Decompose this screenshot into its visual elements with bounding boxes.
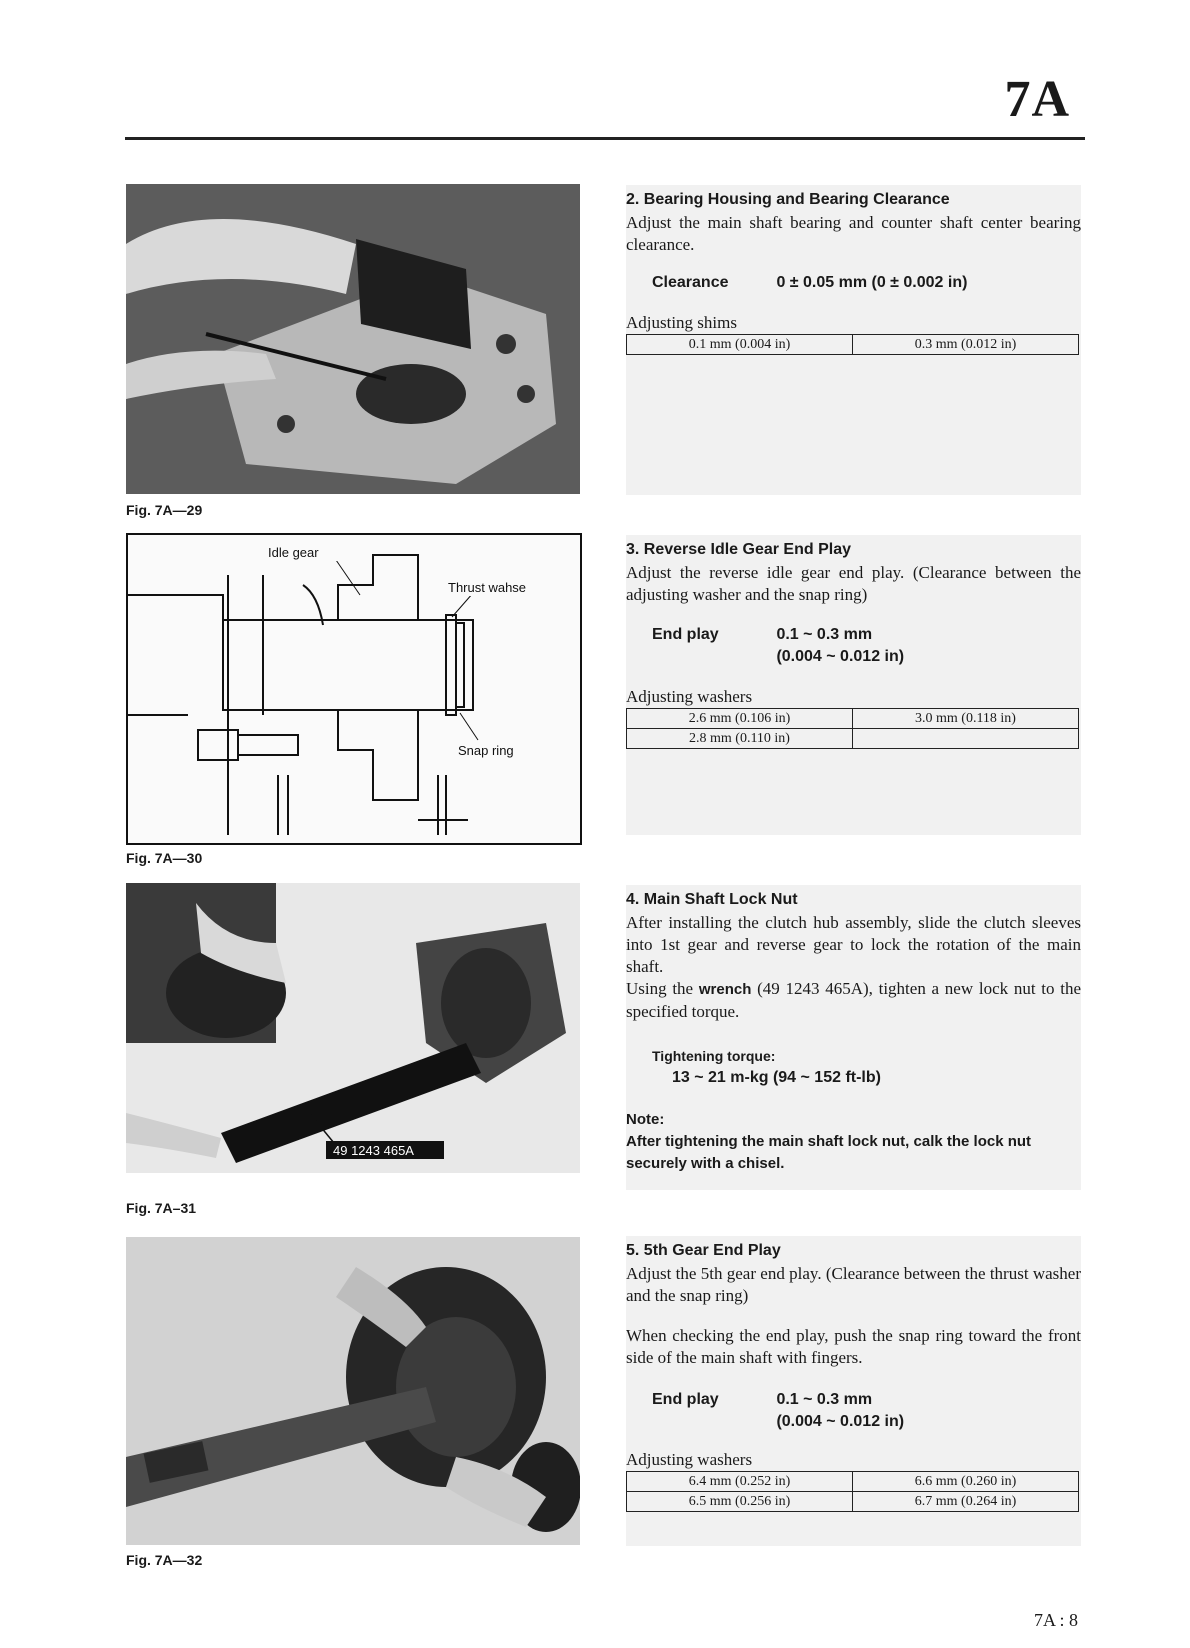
spec-value: (0.004 ~ 0.012 in) — [776, 648, 905, 665]
washer-table — [626, 1471, 1079, 1512]
table-row — [627, 1492, 1079, 1512]
spec-value: 0 ± 0.05 mm (0 ± 0.002 in) — [776, 274, 968, 291]
spec-value: 0.1 ~ 0.3 mm — [776, 1391, 873, 1408]
torque-value: 13 ~ 21 m-kg (94 ~ 152 ft-lb) — [672, 1069, 881, 1086]
section-body — [626, 978, 1081, 1023]
figure-7a-29-photo — [126, 184, 580, 494]
table-cell — [853, 729, 1079, 749]
table-cell: 6.6 mm (0.260 in) — [853, 1472, 1079, 1492]
idle-gear-label: Idle gear — [268, 545, 319, 560]
table-title: Adjusting washers — [626, 687, 753, 706]
table-cell: 6.4 mm (0.252 in) — [627, 1472, 853, 1492]
table-cell: 6.5 mm (0.256 in) — [627, 1492, 853, 1512]
chapter-heading: 7A — [1004, 71, 1070, 128]
section-bearing-clearance — [626, 185, 1081, 495]
section-main-shaft-lock-nut — [626, 885, 1081, 1190]
table-row — [627, 1472, 1079, 1492]
figure-7a-30-diagram — [126, 533, 582, 845]
figure-caption: Fig. 7A—32 — [126, 1552, 203, 1568]
page-number: 7A : 8 — [1033, 1610, 1078, 1630]
section-body: Adjust the 5th gear end play. (Clearance between the thrust washer and the snap ring) — [626, 1264, 1081, 1305]
figure-7a-32-photo — [126, 1237, 580, 1545]
note-label: Note: — [626, 1111, 665, 1128]
section-fifth-gear-end-play — [626, 1236, 1081, 1546]
idle-gear-diagram — [128, 535, 580, 843]
table-row — [627, 709, 1079, 729]
figure-caption: Fig. 7A–31 — [126, 1200, 197, 1216]
section-title: 3. Reverse Idle Gear End Play — [626, 541, 852, 558]
spec-label: End play — [652, 626, 719, 643]
table-title: Adjusting washers — [626, 1450, 753, 1469]
spec-label: Clearance — [652, 274, 729, 291]
header-rule — [125, 137, 1085, 140]
section-title: 5. 5th Gear End Play — [626, 1242, 781, 1259]
lock-nut-illustration — [126, 883, 580, 1173]
table-row — [627, 335, 1079, 355]
table-cell: 6.7 mm (0.264 in) — [853, 1492, 1079, 1512]
washer-table — [626, 708, 1079, 749]
section-body: Adjust the reverse idle gear end play. (Clearance between the adjusting washer and the snap ring) — [626, 563, 1081, 604]
body-text: (49 1243 465A), tighten a new lock nut to the specified torque. — [626, 979, 1082, 1021]
torque-label: Tightening torque: — [652, 1048, 776, 1064]
table-cell: 2.8 mm (0.110 in) — [627, 729, 853, 749]
table-cell: 0.1 mm (0.004 in) — [627, 335, 853, 355]
section-body: When checking the end play, push the snap ring toward the front side of the main shaft with fingers. — [626, 1326, 1081, 1367]
table-title: Adjusting shims — [626, 313, 737, 332]
table-cell: 0.3 mm (0.012 in) — [853, 335, 1079, 355]
section-reverse-idle-gear — [626, 535, 1081, 835]
section-body: After installing the clutch hub assembly, slide the clutch sleeves into 1st gear and reverse gear to lock the rotation of the main shaft. — [626, 913, 1081, 976]
figure-caption: Fig. 7A—29 — [126, 502, 203, 518]
section-title: 2. Bearing Housing and Bearing Clearance — [626, 191, 950, 208]
thrust-washer-label: Thrust wahse — [448, 580, 527, 595]
spec-value: 0.1 ~ 0.3 mm — [776, 626, 873, 643]
tool-name: wrench — [698, 981, 752, 998]
shim-table — [626, 334, 1079, 355]
section-title: 4. Main Shaft Lock Nut — [626, 891, 798, 908]
tool-number-label: 49 1243 465A — [333, 1143, 414, 1158]
bearing-housing-illustration — [126, 184, 580, 494]
section-body: Adjust the main shaft bearing and counter shaft center bearing clearance. — [626, 213, 1081, 254]
figure-caption: Fig. 7A—30 — [126, 850, 203, 866]
table-cell: 3.0 mm (0.118 in) — [853, 709, 1079, 729]
table-row — [627, 729, 1079, 749]
spec-value: (0.004 ~ 0.012 in) — [776, 1413, 905, 1430]
spec-label: End play — [652, 1391, 719, 1408]
table-cell: 2.6 mm (0.106 in) — [627, 709, 853, 729]
figure-7a-31-photo — [126, 883, 580, 1173]
snap-ring-label: Snap ring — [458, 743, 514, 758]
note-text: After tightening the main shaft lock nut, calk the lock nut securely with a chisel. — [626, 1133, 1032, 1172]
fifth-gear-illustration — [126, 1237, 580, 1545]
body-text: Using the — [626, 979, 699, 998]
